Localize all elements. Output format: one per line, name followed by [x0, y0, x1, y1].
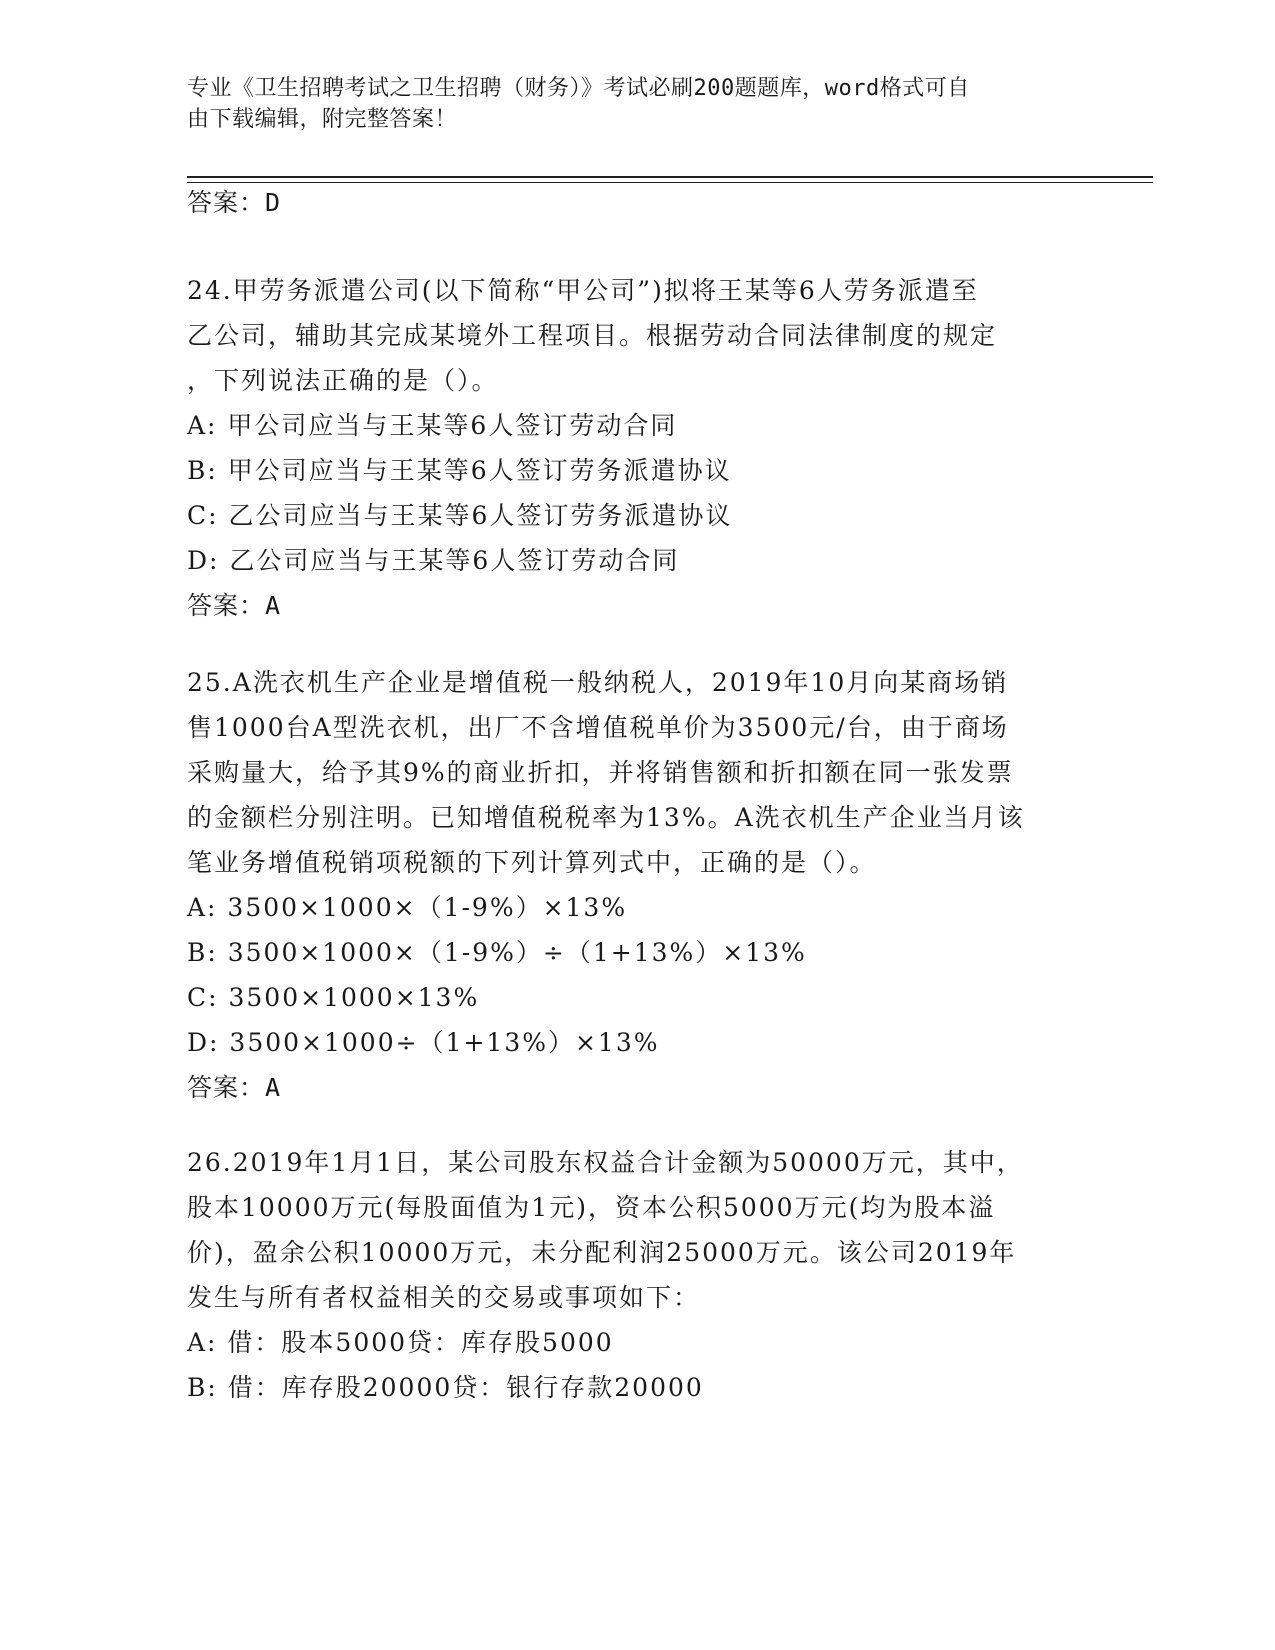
option-b: B: 甲公司应当与王某等6人签订劳务派遣协议 — [187, 456, 732, 485]
answer-label: 答案：A — [187, 591, 282, 620]
previous-answer-block — [187, 180, 1067, 225]
header-divider — [187, 176, 1153, 178]
question-stem-line: 24.甲劳务派遣公司(以下简称“甲公司”)拟将王某等6人劳务派遣至 — [187, 276, 979, 305]
question-stem-line: 价)，盈余公积10000万元，未分配利润25000万元。该公司2019年 — [187, 1238, 1017, 1267]
question-stem-line: 股本10000万元(每股面值为1元)，资本公积5000万元(均为股本溢 — [187, 1193, 996, 1222]
header-line: 由下载编辑，附完整答案！ — [187, 107, 458, 132]
option-d: D: 3500×1000÷（1+13%）×13% — [187, 1028, 660, 1057]
question-26 — [187, 1140, 1067, 1410]
question-stem-line: 采购量大，给予其9%的商业折扣，并将销售额和折扣额在同一张发票 — [187, 758, 1014, 787]
answer-label: 答案：A — [187, 1073, 282, 1102]
option-c: C: 3500×1000×13% — [187, 983, 480, 1012]
question-stem-line: 25.A洗衣机生产企业是增值税一般纳税人，2019年10月向某商场销 — [187, 668, 1009, 697]
question-stem-line: 笔业务增值税销项税额的下列计算列式中，正确的是（）。 — [187, 848, 877, 877]
option-a: A: 甲公司应当与王某等6人签订劳动合同 — [187, 411, 678, 440]
document-header — [187, 73, 1067, 135]
option-c: C: 乙公司应当与王某等6人签订劳务派遣协议 — [187, 501, 733, 530]
question-stem-line: ，下列说法正确的是（）。 — [187, 366, 499, 395]
option-b: B: 3500×1000×（1-9%）÷（1+13%）×13% — [187, 938, 807, 967]
question-24 — [187, 268, 1067, 628]
option-a: A: 3500×1000×（1-9%）×13% — [187, 893, 628, 922]
answer-label: 答案：D — [187, 188, 282, 217]
option-d: D: 乙公司应当与王某等6人签订劳动合同 — [187, 546, 680, 575]
option-a: A: 借：股本5000贷：库存股5000 — [187, 1328, 614, 1357]
question-stem-line: 乙公司，辅助其完成某境外工程项目。根据劳动合同法律制度的规定 — [187, 321, 998, 350]
question-stem-line: 发生与所有者权益相关的交易或事项如下： — [187, 1283, 701, 1312]
question-stem-line: 售1000台A型洗衣机，出厂不含增值税单价为3500元/台，由于商场 — [187, 713, 1009, 742]
question-25 — [187, 660, 1067, 1110]
option-b: B: 借：库存股20000贷：银行存款20000 — [187, 1373, 704, 1402]
header-line: 专业《卫生招聘考试之卫生招聘（财务）》考试必刷200题题库，word格式可自 — [187, 76, 970, 101]
question-stem-line: 26.2019年1月1日，某公司股东权益合计金额为50000万元，其中， — [187, 1148, 1024, 1177]
question-stem-line: 的金额栏分别注明。已知增值税税率为13%。A洗衣机生产企业当月该 — [187, 803, 1025, 832]
